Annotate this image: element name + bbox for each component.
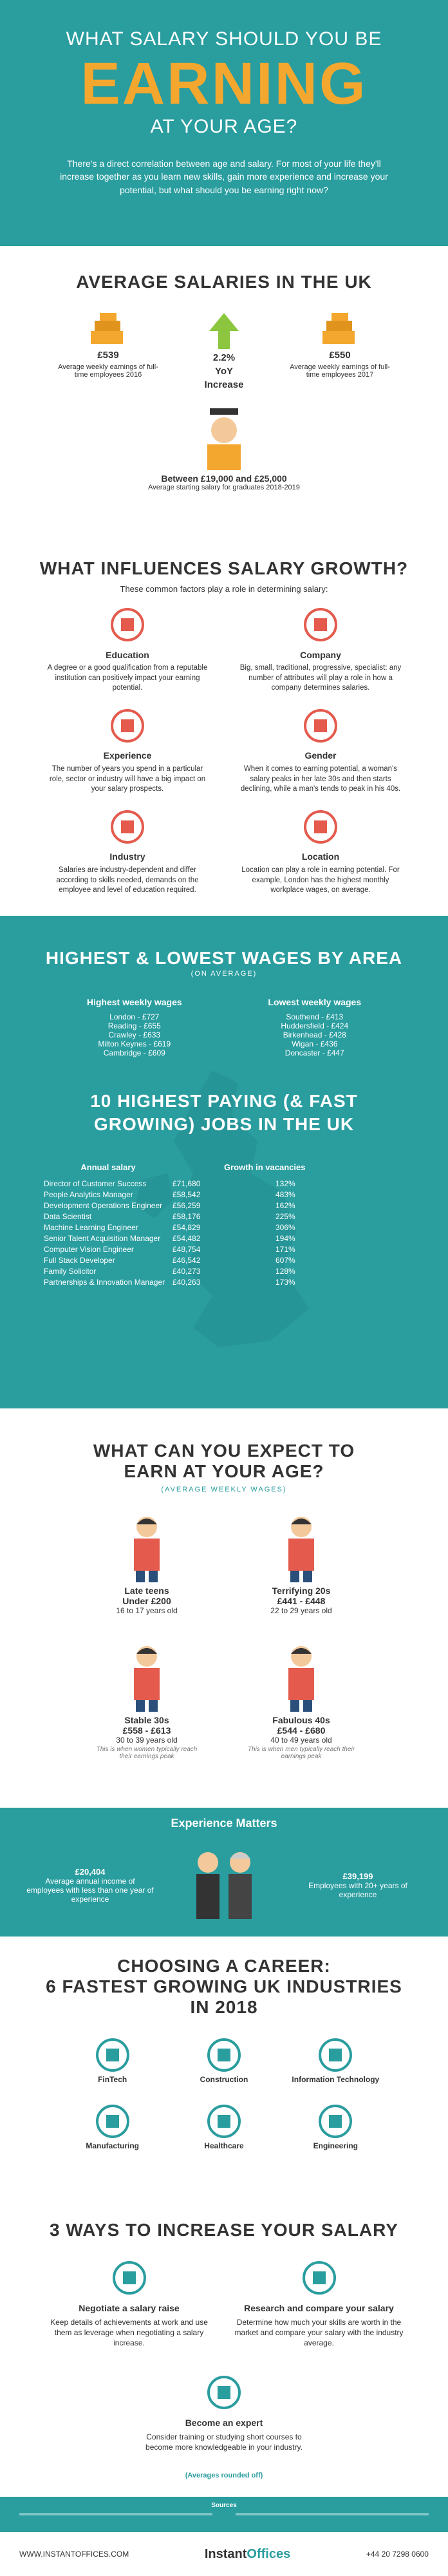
industry-item [168, 2037, 279, 2084]
job-growth: 171% [275, 1244, 295, 1254]
people-icon [279, 1513, 324, 1584]
factor-text: When it comes to earning potential, a woman's salary peaks in her late 30s and then starts declining, while a man's tends to peak in his 40s. [240, 765, 401, 793]
job-growth: 225% [275, 1211, 295, 1221]
it-worker-icon [317, 2037, 353, 2073]
job-name: Senior Talent Acquisition Manager [44, 1233, 161, 1243]
stat-2016 [57, 312, 160, 393]
high-wage-item: Milton Keynes - £619 [98, 1039, 171, 1048]
industry-item [168, 2103, 279, 2150]
footer-logo [205, 2547, 290, 2562]
engineering-worker-icon [317, 2103, 353, 2139]
lowest-wages [268, 997, 361, 1057]
graduate-icon [198, 406, 250, 470]
job-growth: 128% [275, 1266, 295, 1276]
industry-name: Information Technology [292, 2075, 380, 2084]
low-wage-item: Wigan - £436 [292, 1039, 338, 1048]
factor-item [44, 708, 211, 795]
age-group-note: This is when women typically reach their earnings peak [96, 1746, 198, 1760]
house-icon [109, 809, 145, 845]
experience-right-value: £39,199 [342, 1871, 373, 1881]
job-growth: 173% [275, 1277, 295, 1287]
logo-offices: Offices [247, 2546, 291, 2561]
factor-title: Company [300, 649, 341, 660]
factor-text: Big, small, traditional, progressive, specialist: any number of attributes will play a role in how a company determines salaries. [239, 664, 402, 692]
job-name: Family Solicitor [44, 1266, 97, 1276]
job-name: Computer Vision Engineer [44, 1244, 134, 1254]
job-name: People Analytics Manager [44, 1189, 133, 1199]
experience-right-label: Employees with 20+ years of experience [308, 1880, 407, 1899]
manufacturing-worker-icon [95, 2103, 131, 2139]
footer-url[interactable]: WWW.INSTANTOFFICES.COM [19, 2550, 129, 2559]
career-title-line3: IN 2018 [190, 1997, 258, 2017]
factor-item [237, 809, 404, 896]
influences-section [0, 545, 448, 916]
age-group [70, 1513, 224, 1616]
job-growth: 607% [275, 1255, 295, 1265]
low-wage-item: Huddersfield - £424 [281, 1021, 349, 1030]
factor-title: Industry [109, 851, 145, 862]
age-group-name: Terrifying 20s [272, 1586, 331, 1596]
job-growth: 132% [275, 1179, 295, 1188]
way-text: Keep details of achievements at work and use them as leverage when negotiating a salary increase. [50, 2318, 208, 2348]
sources-list-left [19, 2513, 212, 2515]
age-group-name: Fabulous 40s [272, 1715, 330, 1725]
age-group-value: £558 - £613 [122, 1725, 171, 1736]
high-wage-item: London - £727 [109, 1012, 160, 1021]
factor-title: Education [106, 649, 149, 660]
lowest-wages-title: Lowest weekly wages [268, 997, 362, 1007]
job-salary: £48,754 [173, 1244, 201, 1254]
high-wage-item: Reading - £655 [107, 1021, 161, 1030]
factor-title: Gender [304, 750, 337, 761]
job-growth: 194% [275, 1233, 295, 1243]
way-item [234, 2260, 404, 2349]
graduate-value: Between £19,000 and £25,000 [161, 473, 287, 484]
stat-yoy [173, 312, 275, 393]
age-group [224, 1642, 378, 1760]
location-pin-icon [303, 809, 339, 845]
avg-title: AVERAGE SALARIES IN THE UK [76, 272, 372, 292]
factor-item [44, 809, 211, 896]
way-item [44, 2260, 214, 2349]
age-group-value: £544 - £680 [277, 1725, 326, 1736]
job-growth: 483% [275, 1189, 295, 1199]
career-title-line2: 6 FASTEST GROWING UK INDUSTRIES [46, 1976, 402, 1996]
experience-right [294, 1871, 422, 1899]
wages-title: HIGHEST & LOWEST WAGES BY AREA [45, 948, 403, 968]
people-icon [279, 1642, 324, 1713]
job-salary: £40,263 [173, 1277, 201, 1287]
age-group-range: 40 to 49 years old [270, 1736, 332, 1745]
people-icon [124, 1642, 169, 1713]
way-text: Determine how much your skills are worth in the market and compare your salary with the industry average. [234, 2318, 404, 2348]
experience-left-label: Average annual income of employees with less than one year of experience [26, 1876, 154, 1904]
coins-icon [86, 312, 131, 348]
construction-worker-icon [206, 2037, 242, 2073]
graduate-label: Average starting salary for graduates 2018-2019 [148, 484, 300, 491]
hero-intro: There's a direct correlation between age and salary. For most of your life they'll increase together as you learn new skills, gain more experience and increase your potential, but what should you be earning right now? [60, 158, 388, 195]
experience-left [26, 1867, 154, 1904]
factor-title: Experience [103, 750, 152, 761]
industry-name: Construction [200, 2075, 248, 2084]
hero-section [0, 0, 448, 246]
age-title-line1: WHAT CAN YOU EXPECT TO [93, 1441, 355, 1461]
factor-item [237, 607, 404, 694]
factor-text: The number of years you spend in a particular role, sector or industry will have a big impact on your salary prospects. [49, 765, 206, 793]
ways-title: 3 WAYS TO INCREASE YOUR SALARY [50, 2220, 398, 2240]
hero-title-line3: AT YOUR AGE? [150, 116, 298, 137]
wages-subtitle: (ON AVERAGE) [191, 970, 257, 978]
age-group-range: 30 to 39 years old [116, 1736, 178, 1745]
age-group-name: Stable 30s [124, 1715, 169, 1725]
job-name: Development Operations Engineer [44, 1200, 163, 1210]
stat-2016-label: Average weekly earnings of full-time employees 2016 [58, 363, 158, 379]
factor-text: Salaries are industry-dependent and differ according to skills needed, demands on the employee and level of education required. [56, 866, 199, 895]
experience-left-value: £20,404 [75, 1866, 106, 1877]
high-wage-item: Crawley - £633 [108, 1030, 161, 1039]
sources-list-right [236, 2513, 429, 2515]
industry-item [280, 2103, 391, 2150]
factor-text: Location can play a role in earning potential. For example, London has the highest monthly workplace wages, on average. [241, 866, 400, 895]
age-group [70, 1642, 224, 1760]
stat-yoy-l2: YoY [214, 366, 234, 377]
job-growth: 306% [275, 1222, 295, 1232]
arrow-up-icon [208, 312, 240, 350]
age-group [224, 1513, 378, 1616]
low-wage-item: Doncaster - £447 [285, 1048, 344, 1057]
way-item [44, 2374, 404, 2452]
job-salary: £58,176 [173, 1211, 201, 1221]
factor-text: A degree or a good qualification from a reputable institution can positively impact your earning potential. [47, 664, 208, 692]
job-salary: £56,259 [173, 1200, 201, 1210]
stat-yoy-value: 2.2% [212, 352, 236, 363]
stat-2017 [288, 312, 391, 393]
age-group-value: Under £200 [122, 1596, 171, 1606]
job-salary: £46,542 [173, 1255, 201, 1265]
footer-phone: +44 20 7298 0600 [366, 2550, 429, 2559]
job-name: Machine Learning Engineer [44, 1222, 138, 1232]
industry-name: Manufacturing [86, 2141, 139, 2150]
job-salary: £40,273 [173, 1266, 201, 1276]
age-group-note: This is when men typically reach their earnings peak [247, 1746, 355, 1760]
industry-name: Engineering [313, 2141, 358, 2150]
job-growth: 162% [275, 1200, 295, 1210]
certificate-icon [206, 2374, 242, 2410]
industry-item [57, 2103, 168, 2150]
age-group-range: 22 to 29 years old [270, 1606, 332, 1615]
graduation-cap-icon [109, 607, 145, 643]
logo-instant: Instant [204, 2546, 247, 2561]
money-compare-icon [301, 2260, 337, 2296]
job-name: Director of Customer Success [44, 1179, 147, 1188]
age-subtitle: (AVERAGE WEEKLY WAGES) [161, 1486, 287, 1493]
stat-2017-value: £550 [329, 350, 351, 361]
stat-2016-value: £539 [97, 350, 119, 361]
way-title: Negotiate a salary raise [79, 2303, 180, 2314]
factor-title: Location [301, 851, 340, 862]
job-salary: £54,829 [173, 1222, 201, 1232]
job-salary: £71,680 [173, 1179, 201, 1188]
salary-header: Annual salary [80, 1162, 136, 1172]
job-salary: £58,542 [173, 1189, 201, 1199]
career-title-line1: CHOOSING A CAREER: [117, 1956, 331, 1976]
young-and-old-worker-icon [189, 1843, 259, 1927]
stat-2017-label: Average weekly earnings of full-time employees 2017 [290, 363, 390, 379]
handshake-icon [111, 2260, 147, 2296]
factor-item [44, 607, 211, 694]
hero-title-earning: EARNING [80, 51, 368, 117]
age-title-line2: EARN AT YOUR AGE? [124, 1461, 324, 1481]
job-salary: £54,482 [173, 1233, 201, 1243]
sources-title: Sources [211, 2502, 237, 2509]
highest-wages [87, 997, 182, 1057]
growth-header: Growth in vacancies [224, 1162, 306, 1172]
experience-section [0, 1808, 448, 1937]
gender-icon [303, 708, 339, 744]
averages-note: (Averages rounded off) [185, 2472, 263, 2480]
people-icon [124, 1513, 169, 1584]
age-group-name: Late teens [124, 1586, 169, 1596]
job-name: Full Stack Developer [44, 1255, 115, 1265]
highest-wages-title: Highest weekly wages [86, 997, 182, 1007]
stat-yoy-l3: Increase [204, 379, 244, 390]
influences-subtitle: These common factors play a role in determining salary: [120, 584, 328, 594]
age-group-value: £441 - £448 [277, 1596, 326, 1606]
job-name: Data Scientist [44, 1211, 92, 1221]
industry-name: Healthcare [204, 2141, 244, 2150]
average-salaries-section [0, 246, 448, 545]
low-wage-item: Birkenhead - £428 [283, 1030, 346, 1039]
way-text: Consider training or studying short courses to become more knowledgeable in your industry. [145, 2432, 303, 2452]
industry-name: FinTech [98, 2075, 127, 2084]
coins-icon [317, 312, 362, 348]
influences-title: WHAT INFLUENCES SALARY GROWTH? [39, 558, 409, 578]
industry-item [57, 2037, 168, 2084]
hero-title-line1: WHAT SALARY SHOULD YOU BE [66, 28, 382, 50]
wages-section [0, 916, 448, 1408]
industry-item [280, 2037, 391, 2084]
way-title: Research and compare your salary [244, 2303, 394, 2314]
fintech-worker-icon [95, 2037, 131, 2073]
target-icon [109, 708, 145, 744]
age-group-range: 16 to 17 years old [116, 1606, 178, 1615]
job-name: Partnerships & Innovation Manager [44, 1277, 165, 1287]
career-section [0, 1937, 448, 2207]
office-building-icon [303, 607, 339, 643]
experience-title: Experience Matters [171, 1817, 277, 1830]
ways-section [0, 2207, 448, 2497]
way-title: Become an expert [185, 2417, 263, 2428]
factor-item [237, 708, 404, 795]
footer [0, 2532, 448, 2576]
sources-section [0, 2497, 448, 2532]
jobs-title: 10 HIGHEST PAYING (& FAST GROWING) JOBS IN THE UK [90, 1091, 358, 1135]
low-wage-item: Southend - £413 [286, 1012, 344, 1021]
healthcare-worker-icon [206, 2103, 242, 2139]
age-section [0, 1408, 448, 1808]
high-wage-item: Cambridge - £609 [103, 1048, 165, 1057]
